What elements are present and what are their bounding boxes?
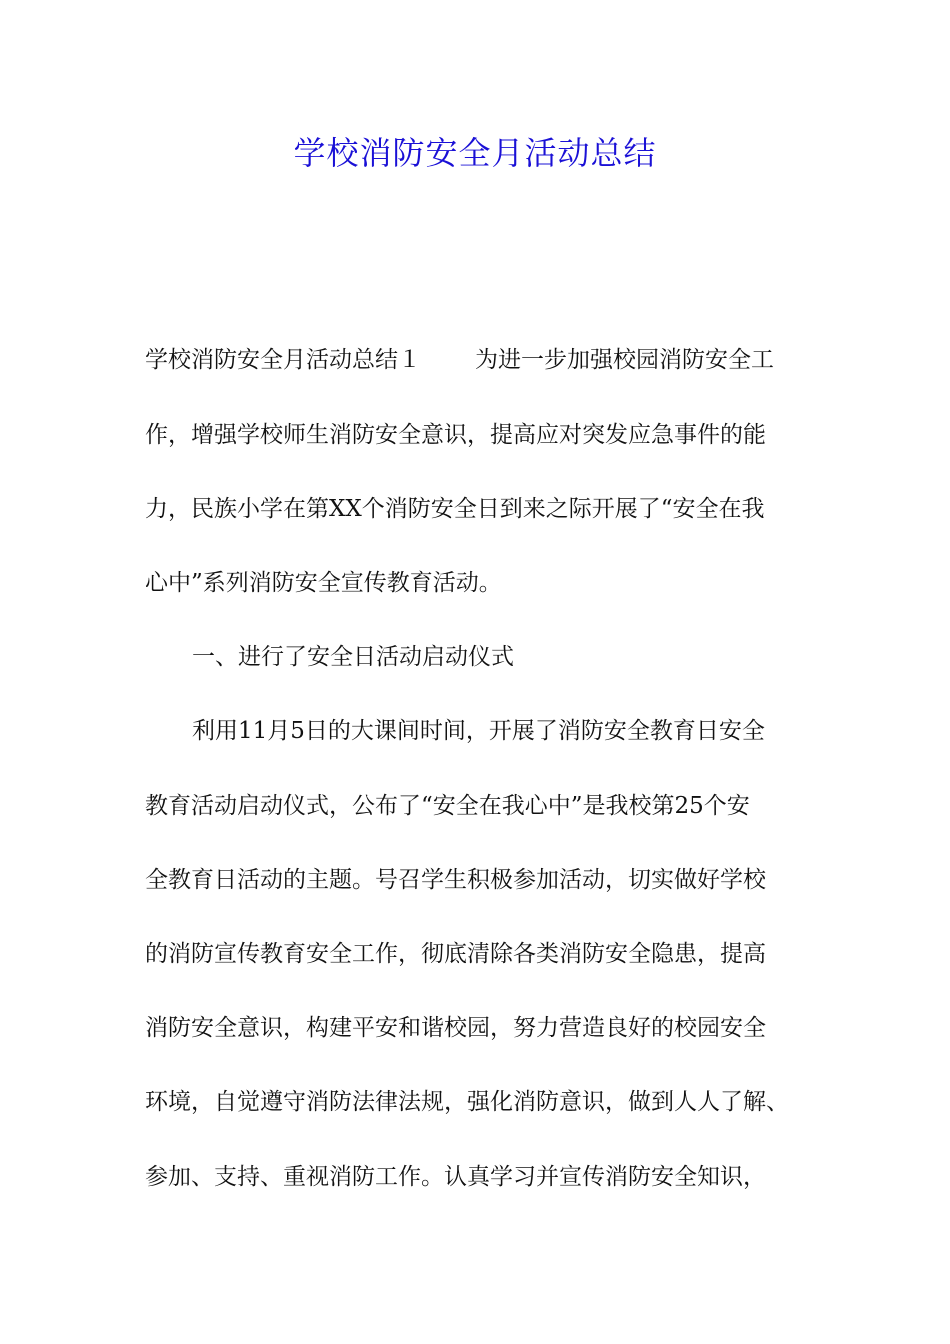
- paragraph-line: 利用11月5日的大课间时间，开展了消防安全教育日安全: [192, 718, 765, 744]
- paragraph-text: 为进一步加强校园消防安全工: [475, 347, 774, 373]
- paragraph-line: 全教育日活动的主题。号召学生积极参加活动，切实做好学校: [145, 867, 766, 893]
- paragraph-line: [145, 340, 825, 380]
- paragraph-line: 的消防宣传教育安全工作，彻底清除各类消防安全隐患，提高: [145, 941, 766, 967]
- section-heading: 一、进行了安全日活动启动仪式: [192, 644, 514, 670]
- paragraph-line: 消防安全意识，构建平安和谐校园，努力营造良好的校园安全: [145, 1015, 766, 1041]
- paragraph-line: 参加、支持、重视消防工作。认真学习并宣传消防安全知识，: [145, 1164, 766, 1190]
- section-heading-inline: 学校消防安全月活动总结１: [145, 347, 421, 373]
- paragraph-line: 作，增强学校师生消防安全意识，提高应对突发应急事件的能: [145, 422, 766, 448]
- paragraph-line: 力，民族小学在第XX个消防安全日到来之际开展了“安全在我: [145, 496, 765, 522]
- document-title: 学校消防安全月活动总结: [293, 134, 657, 172]
- paragraph-line: 环境，自觉遵守消防法律法规，强化消防意识，做到人人了解、: [145, 1089, 789, 1115]
- paragraph-line: 教育活动启动仪式，公布了“安全在我心中”是我校第25个安: [145, 793, 750, 819]
- paragraph-line: 心中”系列消防安全宣传教育活动。: [145, 570, 502, 596]
